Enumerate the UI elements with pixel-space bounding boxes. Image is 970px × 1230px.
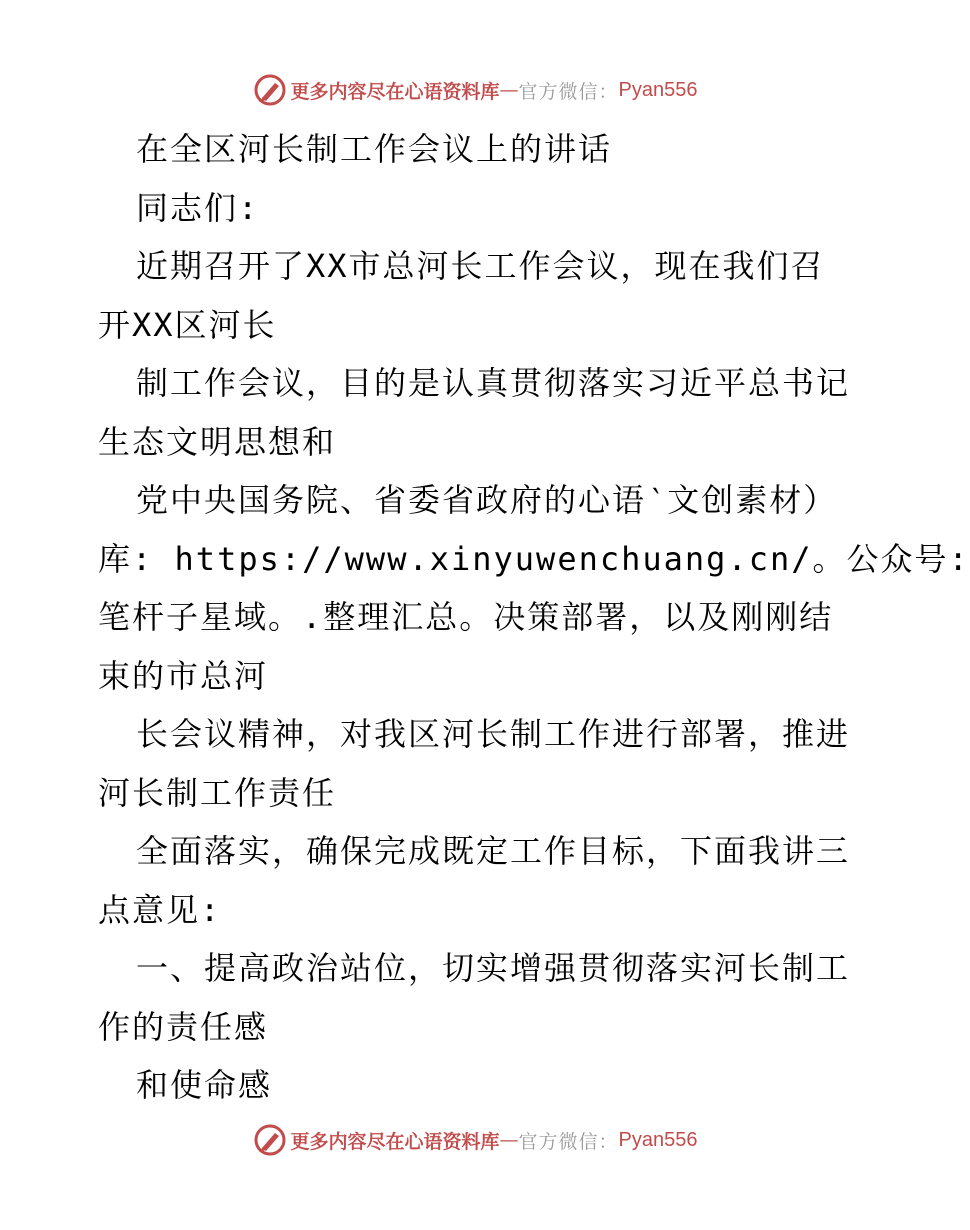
- document-title: 在全区河长制工作会议上的讲话: [136, 130, 613, 168]
- document-body: [98, 120, 970, 1115]
- body-line: 制工作会议，目的是认真贯彻落实习近平总书记: [136, 364, 851, 402]
- body-line: 开XX区河长: [98, 305, 277, 344]
- banner-wechat-id: Pyan556: [618, 1128, 698, 1151]
- pen-logo-icon: [253, 73, 287, 107]
- salutation: 同志们:: [136, 188, 260, 227]
- body-line: 生态文明思想和: [98, 422, 337, 461]
- banner-wechat-label: 官方微信：: [518, 1130, 619, 1153]
- banner-slogan: 更多内容尽在心语资料库: [290, 1130, 500, 1153]
- section-heading: 作的责任感: [98, 1007, 269, 1046]
- body-line: 束的市总河: [98, 656, 269, 695]
- section-heading: 和使命感: [136, 1066, 273, 1104]
- banner-dash: —: [499, 79, 519, 101]
- body-line: 近期召开了XX市总河长工作会议，现在我们召: [136, 247, 825, 285]
- pen-logo-icon: [253, 1123, 287, 1157]
- section-heading: 一、提高政治站位，切实增强贯彻落实河长制工: [136, 949, 851, 987]
- body-line: 笔杆子星域。.整理汇总。决策部署，以及刚刚结: [98, 598, 834, 636]
- body-line: 长会议精神，对我区河长制工作进行部署，推进: [136, 715, 851, 753]
- banner-dash: —: [499, 1129, 519, 1151]
- body-line: 党中央国务院、省委省政府的心语‵文创素材）: [136, 481, 838, 519]
- banner-wechat-label: 官方微信：: [518, 80, 619, 103]
- body-line: 点意见:: [98, 890, 222, 929]
- body-line: 库: https://www.xinyuwenchuang.cn/。公众号:: [98, 539, 970, 578]
- body-line: 河长制工作责任: [98, 773, 337, 812]
- body-line: 全面落实，确保完成既定工作目标，下面我讲三: [136, 832, 851, 870]
- header-banner: [0, 70, 950, 110]
- banner-slogan: 更多内容尽在心语资料库: [290, 80, 500, 103]
- footer-banner: [0, 1120, 950, 1160]
- banner-wechat-id: Pyan556: [618, 78, 698, 101]
